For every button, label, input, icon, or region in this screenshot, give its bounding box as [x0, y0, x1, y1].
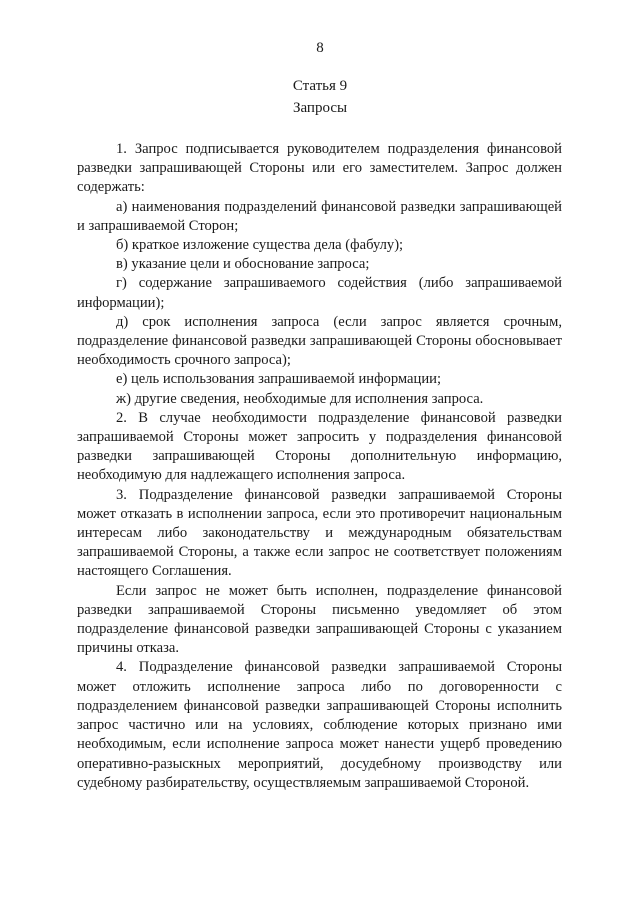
- article-body: [77, 140, 562, 793]
- list-item-zh: ж) другие сведения, необходимые для исполнения запроса.: [116, 390, 484, 407]
- article-title: Статья 9: [292, 78, 348, 94]
- list-item-b: б) краткое изложение существа дела (фабулу);: [116, 237, 404, 254]
- paragraph-refusal-notice: Если запрос не может быть исполнен, подразделение финансовой разведки запрашиваемой Стороны письменно уведомляет об этом подразделение финансовой разведки запрашивающей Стороны с указанием причины отказа.: [77, 582, 562, 657]
- list-item-e: е) цель использования запрашиваемой информации;: [116, 371, 442, 388]
- paragraph-postponement: 4. Подразделение финансовой разведки запрашиваемой Стороны может отложить исполнение запроса либо по договоренности с подразделением финансовой разведки запрашивающей Стороны исполнить запрос частично или на условиях, соблюдение которых признано ими необходимым, если исполнение запроса может нанести ущерб проведению оперативно-разыскных мероприятий, досудебному производству или судебному разбирательству, осуществляемым запрашиваемой Стороной.: [77, 659, 562, 791]
- list-item-d: д) срок исполнения запроса (если запрос является срочным, подразделение финансовой разведки запрашивающей Стороны обосновывает необходимость срочного запроса);: [77, 313, 562, 369]
- list-item-g: г) содержание запрашиваемого содействия (либо запрашиваемой информации);: [77, 275, 562, 311]
- paragraph-additional-info: 2. В случае необходимости подразделение финансовой разведки запрашиваемой Стороны может запросить у подразделения финансовой разведки запрашивающей Стороны дополнительную информацию, необходимую для надлежащего исполнения запроса.: [77, 409, 562, 484]
- list-item-v: в) указание цели и обоснование запроса;: [116, 256, 370, 273]
- article-subtitle: Запросы: [292, 100, 348, 116]
- paragraph-request-signature: 1. Запрос подписывается руководителем подразделения финансовой разведки запрашивающей Стороны или его заместителем. Запрос должен содержать:: [77, 141, 562, 196]
- paragraph-refusal: 3. Подразделение финансовой разведки запрашиваемой Стороны может отказать в исполнении запроса, если это противоречит национальным интересам либо законодательству и международным обязательствам запрашиваемой Стороны, а также если запрос не соответствует положениям настоящего Соглашения.: [77, 486, 562, 580]
- page-number: 8: [316, 40, 324, 56]
- list-item-a: а) наименования подразделений финансовой разведки запрашивающей и запрашиваемой Сторон;: [77, 198, 562, 234]
